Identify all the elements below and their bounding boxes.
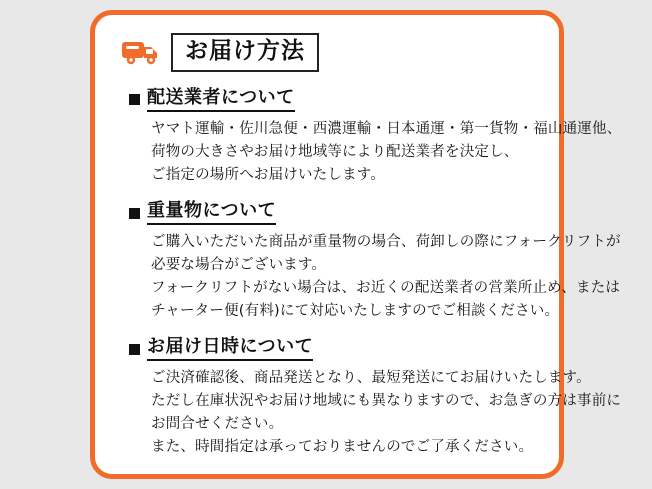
- section-heading: 重量物について: [147, 199, 276, 225]
- square-bullet-icon: [129, 344, 140, 355]
- section-body: [151, 118, 622, 187]
- section-heading-row: [129, 199, 537, 225]
- body-line: ヤマト運輸・佐川急便・西濃運輸・日本通運・第一貨物・福山通運他、: [151, 121, 622, 138]
- body-line: 荷物の大きさやお届け地域等により配送業者を決定し、: [151, 144, 519, 161]
- section-body: [151, 231, 621, 323]
- body-line: ご指定の場所へお届けいたします。: [151, 166, 386, 183]
- square-bullet-icon: [129, 208, 140, 219]
- section-heading-row: [129, 86, 537, 112]
- body-line: ご決済確認後、商品発送となり、最短発送にてお届けいたします。: [151, 370, 591, 387]
- section-heading-row: [129, 335, 537, 361]
- card-header: [121, 33, 537, 72]
- section-heavy-items: [117, 199, 621, 323]
- section-shipping-carriers: [117, 86, 622, 187]
- body-line: 必要な場合がございます。: [151, 257, 327, 274]
- body-line: また、時間指定は承っておりませんのでご了承ください。: [151, 438, 534, 455]
- square-bullet-icon: [129, 94, 140, 105]
- delivery-info-card: [90, 10, 622, 479]
- delivery-truck-icon: [121, 37, 161, 67]
- section-heading: 配送業者について: [147, 86, 295, 112]
- body-line: チャーター便(有料)にて対応いたしますのでご相談ください。: [151, 302, 560, 319]
- section-body: [151, 367, 622, 459]
- body-line: フォークリフトがない場合は、お近くの配送業者の営業所止め、または: [151, 280, 621, 297]
- section-delivery-datetime: [117, 335, 622, 459]
- section-heading: お届け日時について: [147, 335, 313, 361]
- body-line: ご購入いただいた商品が重量物の場合、荷卸しの際にフォークリフトが: [151, 234, 621, 251]
- page-title: お届け方法: [171, 33, 319, 72]
- body-line: お問合せください。: [151, 416, 284, 433]
- body-line: ただし在庫状況やお届け地域にも異なりますので、お急ぎの方は事前に: [151, 393, 622, 410]
- card-content: [95, 15, 622, 474]
